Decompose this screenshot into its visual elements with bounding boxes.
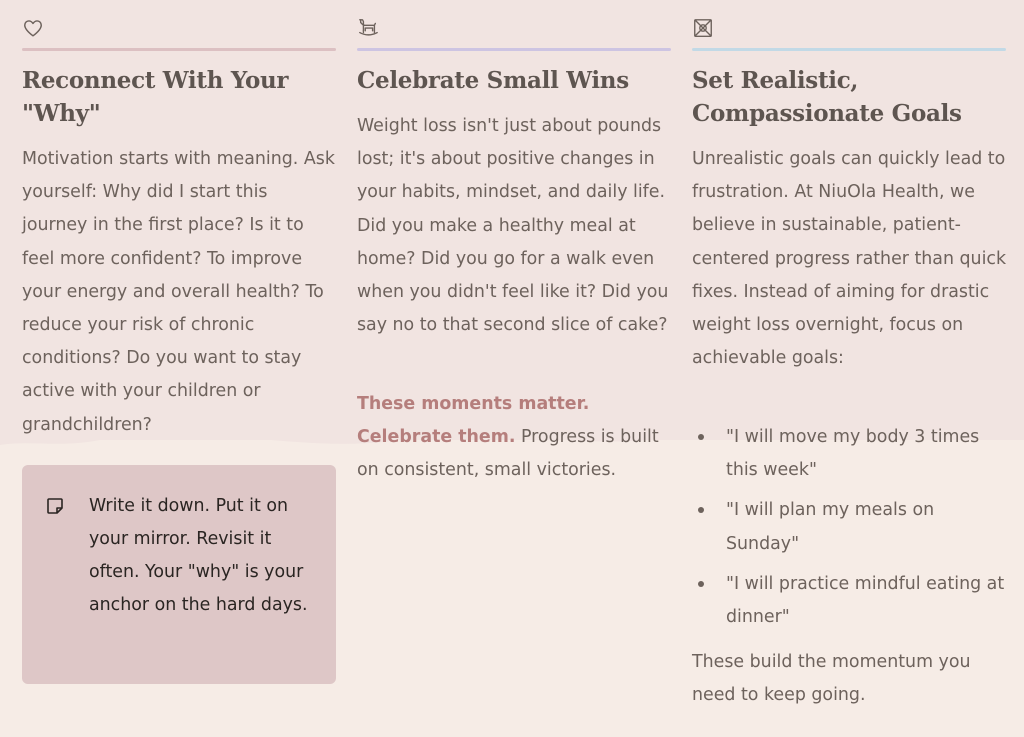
- list-item: "I will plan my meals on Sunday": [692, 494, 1008, 560]
- list-item: "I will move my body 3 times this week": [692, 421, 1008, 487]
- section-divider: [357, 48, 671, 51]
- emphasis-text: These moments matter. Celebrate them.: [357, 394, 590, 448]
- list-item: "I will practice mindful eating at dinner": [692, 568, 1008, 634]
- heart-icon: [22, 17, 44, 39]
- section-divider: [692, 48, 1006, 51]
- section-divider: [22, 48, 336, 51]
- section-body: Motivation starts with meaning. Ask yourself: Why did I start this journey in the first place? Is it to feel more confident? To improve your energy and overall health? To reduce your risk of chronic conditions? Do you want to stay active with your children or grandchildren?: [22, 149, 335, 435]
- section-closing: These build the momentum you need to keep going.: [692, 652, 971, 706]
- callout-text: Write it down. Put it on your mirror. Revisit it often. Your "why" is your anchor on the hard days.: [89, 496, 308, 615]
- closing-text: Progress is built on consistent, small victories.: [357, 427, 659, 481]
- target-cross-icon: [692, 17, 714, 39]
- section-heading: Set Realistic, Compassionate Goals: [692, 67, 962, 127]
- section-body: Weight loss isn't just about pounds lost; it's about positive changes in your habits, mindset, and daily life. Did you make a healthy meal at home? Did you go for a walk even when you didn't feel like it? Did you say no to that second slice of cake?: [357, 116, 669, 336]
- goals-list: [692, 421, 1008, 641]
- section-heading: Celebrate Small Wins: [357, 67, 629, 94]
- bullet: [698, 434, 704, 440]
- bullet: [698, 581, 704, 587]
- rocking-horse-icon: [357, 17, 379, 39]
- callout-box: [22, 465, 336, 684]
- section-heading: Reconnect With Your "Why": [22, 67, 289, 127]
- bullet: [698, 507, 704, 513]
- section-body: Unrealistic goals can quickly lead to frustration. At NiuOla Health, we believe in sustainable, patient-centered progress rather than quick fixes. Instead of aiming for drastic weight loss overnight, focus on achievable goals:: [692, 149, 1007, 369]
- section-closing: [357, 388, 673, 488]
- note-icon: [46, 497, 64, 515]
